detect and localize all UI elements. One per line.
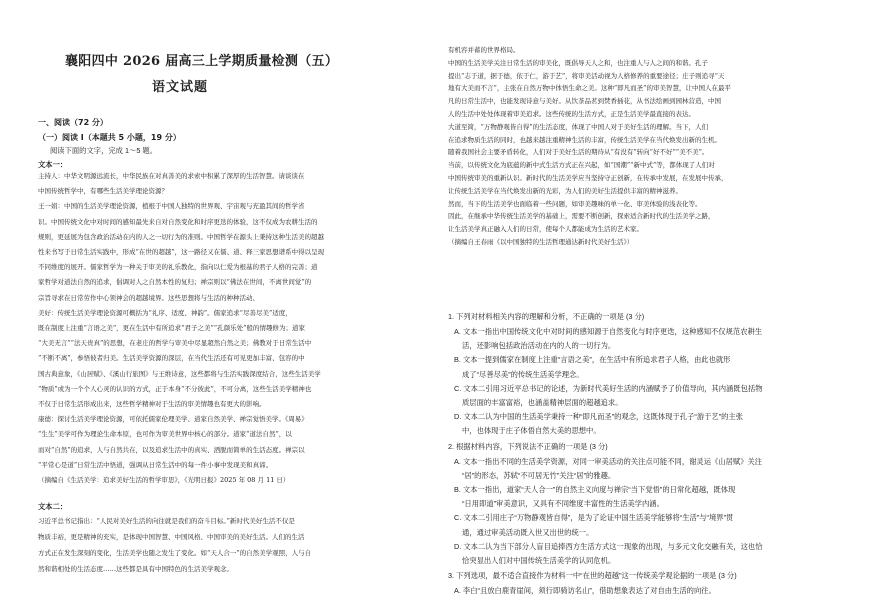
- text-line: “平常心是道”日常生活中悟道，强调从日常生活中的每一件小事中发现美和真谛。: [38, 460, 273, 469]
- question-stem: 1. 下列对材料相关内容的理解和分析，不正确的一项是 (3 分): [448, 312, 645, 321]
- text-line: 让传统生活美学在当代焕发出新的光彩，为人们的美好生活提供丰富的精神滋养。: [448, 186, 682, 195]
- text-line: 王一娟：中国的生活美学理论资源，植根于中国人独特的世界观、宇宙观与充盈其间的哲学省: [38, 202, 305, 211]
- text-line: 提出“志于道，据于德，依于仁，游于艺”，将审美活动视为人格修养的重要途径；庄子则追寻“天: [448, 71, 725, 80]
- text-line: 在追求物质生活的同时，也越来越注重精神生活的丰富，传统生活美学在当代焕发出新的生机。: [448, 135, 721, 144]
- question-stem: 2. 根据材料内容，下列说法不正确的一项是 (3 分): [448, 441, 608, 451]
- text-line: 物质丰裕，更是精神的充实，是体现中国智慧、中国风格、中国审美的美好生活。人们的生活: [38, 533, 305, 541]
- text-line: （摘编自《生活美学：追求美好生活的哲学审思》，《光明日报》2025 年 08 月 11 日）: [38, 476, 290, 484]
- section-heading: 一、阅读（72 分）: [38, 118, 108, 127]
- text-line: 大道至简，“万物静观皆自得”的生活态度，体现了中国人对于美好生活的理解。当下，人们: [448, 122, 709, 131]
- question-option: A. 文本一指出不同的生活美学资源，对同一审美活动的关注点可能不同，谢灵运《山居赋》关注: [454, 456, 763, 466]
- reading-instruction: 阅读下面的文字，完成 1～5 题。: [50, 146, 158, 155]
- question-option: 成了“尽善尽美”的传统生活美学理念。: [462, 369, 584, 379]
- text-line: “物质”或为一个个人心灵的认识的方式，正于本身“不分彼此”，不可分离，这些生活美学精神也: [38, 384, 312, 393]
- question-option: C. 文本二引用习近平总书记的论述，为新时代美好生活的内涵赋予了价值导向，其内涵既包括物: [454, 383, 763, 393]
- text-line: 让生活美学真正融入人们的日常，使每个人都能成为生活的艺术家。: [448, 225, 643, 234]
- text-line: 宗旨寻求在日常劳作中心领神会的超越境界。这些思想将与生活的种种活动、: [38, 293, 259, 302]
- text-line: 习近平总书记指出：“人民对美好生活的向往就是我们的奋斗目标。”新时代美好生活不仅是: [38, 517, 295, 525]
- text-line: 规则，更延展为包含政治活动在内的人之一切行为的准则。中国哲学在源头上秉持这种生活美的超越: [38, 232, 324, 241]
- question-option: 质层面的丰富富裕，也涵盖精神层面的超越追求。: [462, 398, 623, 407]
- text-line: 地有大美而不言”，主张在自然万物中体悟生命之美。这种“即凡而圣”的审美智慧，让中国人在最平: [448, 84, 731, 93]
- text1-label: 文本一：: [38, 160, 68, 169]
- text-line: “大美无言”“法天贵真”的思想，在老庄的哲学与审美中尽显超然自然之美；佛教对于日常生活中: [38, 339, 312, 348]
- question-option: B. 文本一指出，道家“天人合一”的自然主义向度与禅宗“当下觉悟”的日常化超越，既体现: [454, 485, 736, 494]
- text-line: 随着我国社会主要矛盾转化，人们对于美好生活的期待从“有没有”转向“好不好”“美不美”。: [448, 148, 709, 157]
- question-option: D. 文本二认为当下部分人盲目追捧西方生活方式这一现象的出现，与多元文化交融有关，这也恰: [454, 541, 763, 551]
- exam-subtitle: 语文试题: [152, 80, 209, 95]
- text-line: 识。中国传统文化中对时间的感知最先来自对自然变化和时序更迭的体验，这不仅成为农耕生活的: [38, 217, 318, 226]
- text-line: 方式正在发生深刻的变化，生活美学也随之发生了变化。如“天人合一”的自然美学观照，人与自: [38, 549, 312, 557]
- question-stem: 3. 下列选项，最不适合直接作为材料一中“在世的超越”这一传统美学观论据的一项是 (3 分): [448, 571, 737, 581]
- text-line: 不同维度的展开。儒家哲学为一种关于审美的礼乐教化，指向以仁爱为根基的君子人格的完善；道: [38, 263, 318, 272]
- text-line: “不断不离”，参悟彼者归美。生活美学资源的深层，在当代生活还有可见更加丰富、包容的中: [38, 354, 305, 363]
- exam-title: 襄阳四中 2026 届高三上学期质量检测（五）: [65, 54, 339, 69]
- text-line: 既在制度上注重“言语之美”，更在生活中有所追求“君子之美”“孔颜乐处”般的情趣修为；道家: [38, 324, 305, 332]
- question-option: A. 文本一指出中国传统文化中对时间的感知源于自然变化与时序更迭，这种感知不仅规范农耕生: [454, 327, 763, 336]
- text-line: 不仅于日常生活形成出来，这些哲学精神对于生活的审美情趣也有更大的影响。: [38, 400, 266, 408]
- text-line: 然和谐相处的生活态度……这些都是具有中国特色的生活美学观念。: [38, 565, 233, 573]
- question-option: B. 文本一提到儒家在制度上注重“言语之美”，在生活中有所追求君子人格，由此也就形: [454, 355, 731, 365]
- text-line: 国古典意象，《山居赋》、《溪山行旅图》与王维诗意，这些都将与生活实践深度结合，这些生活美学: [38, 369, 321, 378]
- question-option: 恰突显出人们对中国传统生活美学的认同危机。: [462, 556, 616, 565]
- question-option: D. 文本二认为中国的生活美学秉持一种“即凡而圣”的观念，这既体现于孔子“游于艺”的主张: [454, 412, 744, 422]
- subsection-heading: （一）阅读 I（本题共 5 小题，19 分）: [38, 133, 181, 142]
- text-line: 因此，在继承中华传统生活美学的基础上，需要不断创新，探索适合新时代的生活美学之路，: [448, 212, 715, 221]
- question-option: “日用即道”审美意识，又具有不同维度丰富性的生活美学内涵。: [462, 499, 664, 509]
- text-line: 人的生活中处处体现着审美追求。这些传统的生活方式，正是生活美学最直接的表达。: [448, 110, 695, 118]
- text-line: 康德：探讨生活美学理论资源，可依托儒家伦理美学、道家自然美学、禅宗觉悟美学。《周易》: [38, 415, 308, 424]
- text-line: 有机容并蓄的世界格局。: [448, 46, 520, 54]
- text-line: 然而，当下的生活美学也面临着一些问题，如审美趣味的单一化、审美体验的浅表化等。: [448, 199, 702, 208]
- question-option: 中，也体现于庄子体悟自然大美的思想中。: [462, 426, 601, 436]
- question-option: C. 文本二引用庄子“万物静观皆自得”，是为了论证中国生活美学能够将“生活”与“境界”贯: [454, 513, 734, 523]
- text-line: （摘编自王春雨《以中国独特的生活哲理通达新时代美好生活》）: [448, 238, 634, 246]
- text-line: 中国的生活美学关注日常生活的审美化，既倡导天人之和，也注重人与人之间的和谐。孔子: [448, 58, 708, 67]
- question-option: 活，还影响包括政治活动在内的人的一切行为。: [462, 341, 616, 351]
- text-line: 性来书写于日常生活实践中，形成“在世的超越”，这一路径又在儒、道、释三家思想谱系中得以呈现: [38, 248, 325, 256]
- text-line: 中国传统审美的重新认识。新时代的生活美学应当坚持守正创新，在传承中发展，在发展中传承，: [448, 174, 728, 182]
- question-option: A. 李白“且放白鹿青崖间，须行即骑访名山”，借助想象表达了对自由生活的向往。: [454, 586, 716, 596]
- text-line: 主持人：中华文明源远流长，中华民族在对真善美的求索中积累了深厚的生活智慧。请谈谈在: [38, 172, 305, 180]
- text-line: 家哲学对道法自然的追求，倡调对人之自然本性的复归；禅宗则以“佛法在世间，不离世间觉”的: [38, 278, 312, 287]
- text-line: “生生”美学可作为理论生命本原，也可作为审美世界中核心的部分。道家“道法自然”，以: [38, 430, 292, 439]
- text-line: 中国传统哲学中，有哪些生活美学理论资源？: [38, 187, 168, 196]
- text-line: 美好：传统生活美学理论资源可概括为“礼序、适度、神韵”。儒家追求“尽善尽美”适度，: [38, 308, 292, 317]
- text-line: 而对“自然”的追求，人与自然共在，以及追求生活中的真实、洒脱而简单的生活态度。禅宗以: [38, 445, 305, 454]
- text-line: 当前，以传统文化为底蕴的新中式生活方式正在兴起，如“国潮”“新中式”等，都体现了人们对: [448, 161, 715, 170]
- text-line: 凡的日常生活中，也能发现诗意与美好。从饮茶品茗到焚香插花，从书法绘画到园林营造，中国: [448, 97, 721, 106]
- text2-label: 文本二：: [38, 502, 68, 511]
- question-option: “居”的形态，苏轼“不可居无竹”关注“居”的雅趣。: [462, 470, 616, 480]
- question-option: 通，通过审美活动既入世又出世的统一。: [462, 527, 594, 537]
